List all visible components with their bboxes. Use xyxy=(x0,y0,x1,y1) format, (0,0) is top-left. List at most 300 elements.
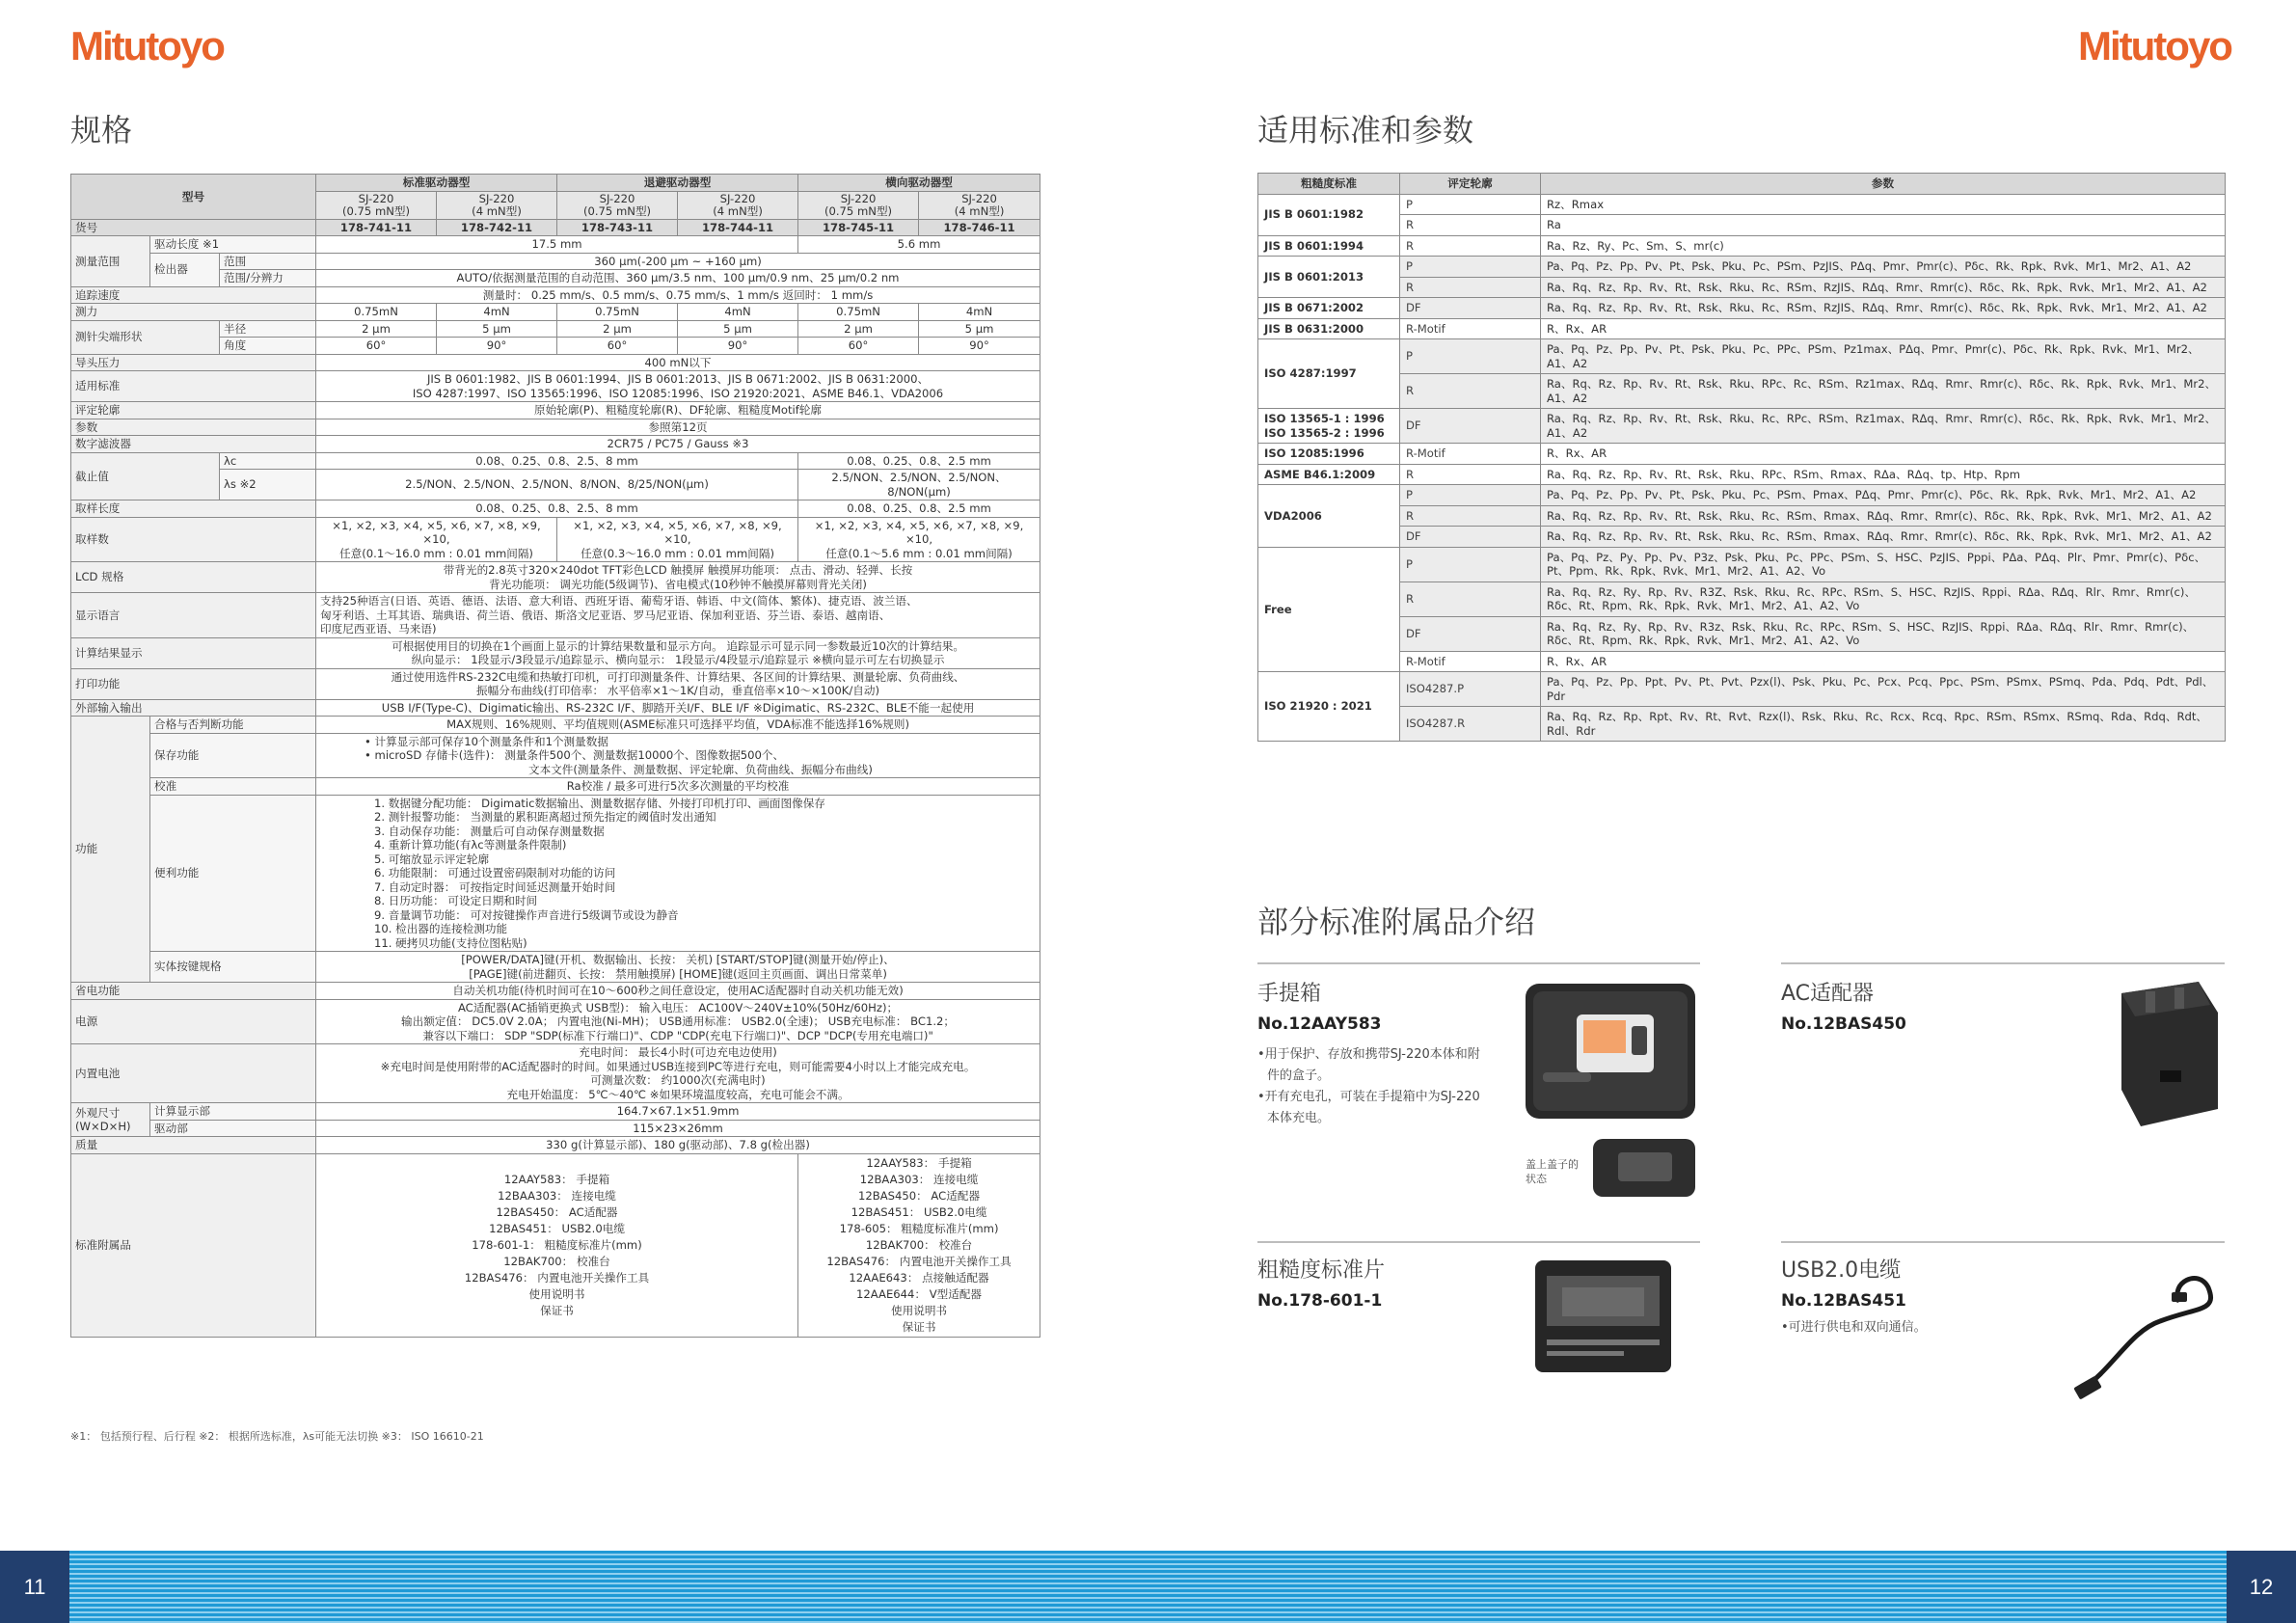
output-row xyxy=(71,699,1040,717)
std-params-cell: Ra、Rq、Rz、Rp、Rv、Rt、Rsk、Rku、Rc、RSm、Rmax、RΔq、Rmr、Rmr(c)、Rδc、Rk、Rpk、Rvk、Mr1、Mr2、A1、A2 xyxy=(1541,505,2226,527)
accessory-name: USB2.0电缆 xyxy=(1781,1258,1902,1283)
accessory-label: 标准附属品 xyxy=(71,1153,316,1337)
angle-cell: 60° xyxy=(557,338,678,355)
model-cell: SJ-220 (4 mN型) xyxy=(437,191,557,219)
speed-row xyxy=(71,286,1040,304)
std-profile-cell: P xyxy=(1400,257,1541,278)
force-cell: 4mN xyxy=(919,304,1040,321)
lcd-row xyxy=(71,562,1040,593)
guide-value: 400 mN以下 xyxy=(316,354,1040,371)
calc-label: 计算结果显示 xyxy=(71,637,316,668)
std-row xyxy=(1258,616,2226,651)
accessory-item: 12BAS450： AC适配器 xyxy=(858,1188,981,1203)
nsample-value xyxy=(798,517,1040,562)
force-label: 测力 xyxy=(71,304,316,321)
footnote: ※1： 包括预行程、后行程 ※2： 根据所选标准，λs可能无法切换 ※3： ISO 16610-21 xyxy=(70,1430,484,1443)
std-params-cell: R、Rx、AR xyxy=(1541,444,2226,465)
std-row xyxy=(1258,527,2226,548)
std-header-row xyxy=(1258,174,2226,195)
nsample-line: ×1, ×2, ×3, ×4, ×5, ×6, ×7, ×8, ×9, ×10, xyxy=(814,518,1024,546)
code-cell: 178-746-11 xyxy=(919,219,1040,236)
lang-line: 印度尼西亚语、马来语) xyxy=(320,622,437,636)
std-name-cell: JIS B 0631:2000 xyxy=(1258,318,1400,339)
std-profile-cell: R xyxy=(1400,215,1541,236)
battery-line: 充电开始温度： 5℃～40℃ ※如果环境温度较高，充电可能会不满。 xyxy=(506,1087,850,1101)
std-row xyxy=(1258,257,2226,278)
std-row xyxy=(1258,374,2226,409)
std-params-cell: Pa、Pq、Pz、Pp、Pv、Pt、Psk、Pku、Pc、PPc、PSm、Pz1max、PΔq、Pmr、Pmr(c)、Pδc、Rk、Rpk、Rvk、Mr1、Mr2、A1、A2 xyxy=(1541,339,2226,374)
std-profile-cell: R xyxy=(1400,505,1541,527)
psu-value xyxy=(316,999,1040,1044)
std-row xyxy=(1258,444,2226,465)
filter-label: 数字滤波器 xyxy=(71,436,316,453)
divider xyxy=(1257,962,1700,964)
std-params-cell: Pa、Pq、Pz、Pp、Pv、Pt、Psk、Pku、Pc、PSm、PzJIS、PΔq、Pmr、Pmr(c)、Pδc、Rk、Rpk、Rvk、Mr1、Mr2、A1、A2 xyxy=(1541,257,2226,278)
conv-list xyxy=(316,795,1040,952)
std-profile-cell: P xyxy=(1400,485,1541,506)
code-cell: 178-744-11 xyxy=(678,219,798,236)
calc-line: 纵向显示： 1段显示/3段显示/追踪显示、横向显示： 1段显示/4段显示/追踪显示 ※横向显示可左右切换显示 xyxy=(411,653,945,666)
accessory-item: 12BAS450： AC适配器 xyxy=(496,1204,618,1219)
lc-value: 0.08、0.25、0.8、2.5 mm xyxy=(798,452,1040,470)
nsample-line: 任意(0.1～16.0 mm : 0.01 mm间隔) xyxy=(339,546,533,560)
std-profile-cell: P xyxy=(1400,194,1541,215)
std-params-cell: Rz、Rmax xyxy=(1541,194,2226,215)
save-line: • 计算显示部可保存10个测量条件和1个测量数据 xyxy=(365,734,608,748)
model-cell: SJ-220 (0.75 mN型) xyxy=(557,191,678,219)
ac-adapter-image xyxy=(2102,974,2228,1133)
judge-value: MAX规则、16%规则、平均值规则(ASME标准只可选择平均值，VDA标准不能选择16%规则) xyxy=(316,717,1040,734)
std-header-cell: 参数 xyxy=(1541,174,2226,195)
accessory-description: •可进行供电和双向通信。 xyxy=(1781,1320,1927,1335)
psu-label: 电源 xyxy=(71,999,316,1044)
standards-value xyxy=(316,371,1040,402)
judge-row xyxy=(71,717,1040,734)
dims-label: 外观尺寸 (W×D×H) xyxy=(71,1103,150,1137)
print-row xyxy=(71,668,1040,699)
drive-label: 驱动长度 ※1 xyxy=(150,236,316,254)
case-caption: 盖上盖子的 状态 xyxy=(1526,1158,1579,1185)
speed-value: 测量时： 0.25 mm/s、0.5 mm/s、0.75 mm/s、1 mm/s 返回时： 1 mm/s xyxy=(316,286,1040,304)
accessory-item: 使用说明书 xyxy=(528,1286,585,1301)
nsample-line: 任意(0.1～5.6 mm : 0.01 mm间隔) xyxy=(825,546,1013,560)
standards-table xyxy=(1257,173,2226,742)
spec-table xyxy=(70,174,1040,1338)
accessory-number: No.12BAS451 xyxy=(1781,1291,1906,1311)
judge-label: 合格与否判断功能 xyxy=(150,717,316,734)
nsample-value xyxy=(557,517,798,562)
calc-value xyxy=(316,637,1040,668)
resolution-label: 范围/分辨力 xyxy=(220,270,316,287)
std-params-cell: Pa、Pq、Pz、Pp、Ppt、Pv、Pt、Pvt、Pzx(l)、Psk、Pku、Pc、Pcx、Pcq、Ppc、PSm、PSmx、PSmq、Pda、Pdq、Pdt、Pdl、Pdr xyxy=(1541,672,2226,707)
keys-label: 实体按键规格 xyxy=(150,952,316,983)
code-row xyxy=(71,219,1040,236)
calc-line: 可根据使用目的切换在1个画面上显示的计算结果数量和显示方向。 追踪显示可显示同一参数最近10次的计算结果。 xyxy=(392,638,964,653)
std-name-cell: ISO 13565-1 : 1996 ISO 13565-2 : 1996 xyxy=(1258,409,1400,444)
accessory-item: 保证书 xyxy=(902,1319,936,1334)
conv-item: 5. 可缩放显示评定轮廓 xyxy=(374,852,490,866)
save-line: • microSD 存储卡(选件)： 测量条件500个、测量数据10000个、图像数据500个、 xyxy=(365,748,785,762)
radius-cell: 5 μm xyxy=(678,320,798,338)
output-label: 外部输入输出 xyxy=(71,699,316,717)
range-row xyxy=(71,253,1040,270)
lang-line: 支持25种语言(日语、英语、德语、法语、意大利语、西班牙语、葡萄牙语、韩语、中文(简体、繁体)、捷克语、波兰语、 xyxy=(320,594,918,608)
nsample-value xyxy=(316,517,557,562)
std-params-cell: Ra、Rq、Rz、Ry、Rp、Rv、R3Z、Rsk、Rku、Rc、RPc、RSm、S、HSC、RzJIS、Rppi、RΔa、RΔq、Rlr、Rmr、Rmr(c)、Rδc、Rt、Rpm、Rk、Rpk、Rvk、Mr1、Mr2、A1、A2、Vo xyxy=(1541,582,2226,616)
print-label: 打印功能 xyxy=(71,668,316,699)
std-params-cell: Ra xyxy=(1541,215,2226,236)
std-params-cell: Ra、Rq、Rz、Rp、Rv、Rt、Rsk、Rku、RPc、RSm、Rmax、RΔa、RΔq、tp、Htp、Rpm xyxy=(1541,464,2226,485)
std-params-cell: Pa、Pq、Pz、Py、Pp、Pv、P3z、Psk、Pku、Pc、PPc、PSm、S、HSC、PzJIS、Pppi、PΔa、PΔq、Plr、Pmr、Pmr(c)、Pδc、Pt、Ppm、Rk、Rpk、Rvk、Mr1、Mr2、A1、A2、Vo xyxy=(1541,547,2226,582)
power-save-value: 自动关机功能(待机时间可在10～600秒之间任意设定，使用AC适配器时自动关机功能无效) xyxy=(316,983,1040,1000)
calc-row xyxy=(71,637,1040,668)
accessory-list xyxy=(316,1153,798,1337)
code-cell: 178-742-11 xyxy=(437,219,557,236)
std-profile-cell: ISO4287.P xyxy=(1400,672,1541,707)
std-row xyxy=(1258,651,2226,672)
range-label: 测量范围 xyxy=(71,236,150,287)
roughness-specimen-image xyxy=(1533,1258,1673,1374)
std-name-cell: ASME B46.1:2009 xyxy=(1258,464,1400,485)
force-cell: 0.75mN xyxy=(316,304,437,321)
spec-title: 规格 xyxy=(70,112,133,149)
std-row xyxy=(1258,547,2226,582)
standards-title: 适用标准和参数 xyxy=(1257,112,1474,149)
detector-label: 检出器 xyxy=(150,253,220,286)
conv-row xyxy=(71,795,1040,952)
save-row xyxy=(71,733,1040,778)
drive-row xyxy=(71,236,1040,254)
std-params-cell: Ra、Rq、Rz、Rp、Rv、Rt、Rsk、Rku、RPc、Rc、RSm、Rz1max、RΔq、Rmr、Rmr(c)、Rδc、Rk、Rpk、Rvk、Mr1、Mr2、A1、A2 xyxy=(1541,374,2226,409)
lcd-line: 背光功能项： 调光功能(5级调节)、省电模式(10秒钟不触摸屏幕则背光关闭) xyxy=(489,577,867,591)
std-profile-cell: ISO4287.R xyxy=(1400,707,1541,742)
accessory-item: 使用说明书 xyxy=(891,1303,948,1317)
accessory-list xyxy=(798,1153,1040,1337)
std-name-cell: JIS B 0601:2013 xyxy=(1258,257,1400,298)
standards-line: JIS B 0601:1982、JIS B 0601:1994、JIS B 0601:2013、JIS B 0671:2002、JIS B 0631:2000、 xyxy=(426,372,930,386)
ls-value: 2.5/NON、2.5/NON、2.5/NON、8/NON、8/25/NON(μm) xyxy=(316,470,798,500)
output-value: USB I/F(Type-C)、Digimatic输出、RS-232C I/F、脚踏开关I/F、BLE I/F ※Digimatic、RS-232C、BLE不能一起使用 xyxy=(316,699,1040,717)
std-row xyxy=(1258,339,2226,374)
battery-line: 充电时间： 最长4小时(可边充电边使用) xyxy=(579,1045,777,1059)
lc-label: λc xyxy=(220,452,316,470)
std-row xyxy=(1258,464,2226,485)
angle-cell: 90° xyxy=(678,338,798,355)
mass-row xyxy=(71,1137,1040,1154)
calib-label: 校准 xyxy=(150,778,316,796)
battery-label: 内置电池 xyxy=(71,1044,316,1103)
print-value xyxy=(316,668,1040,699)
std-profile-cell: R-Motif xyxy=(1400,444,1541,465)
guide-row xyxy=(71,354,1040,371)
std-name-cell: JIS B 0671:2002 xyxy=(1258,298,1400,319)
cutoff-label: 截止值 xyxy=(71,452,220,500)
closed-case-image xyxy=(1591,1133,1697,1201)
conv-item: 8. 日历功能： 可设定日期和时间 xyxy=(374,894,538,907)
conv-item: 1. 数据键分配功能： Digimatic数据输出、测量数据存储、外接打印机打印、画面图像保存 xyxy=(374,796,825,810)
std-profile-cell: DF xyxy=(1400,527,1541,548)
accessory-name: 手提箱 xyxy=(1257,982,1322,1006)
psu-line: AC适配器(AC插销更换式 USB型)： 输入电压： AC100V～240V±10%(50Hz/60Hz)； xyxy=(457,1000,899,1014)
lang-label: 显示语言 xyxy=(71,593,316,638)
accessory-number: No.178-601-1 xyxy=(1257,1291,1383,1311)
standards-label: 适用标准 xyxy=(71,371,316,402)
conv-item: 3. 自动保存功能： 测量后可自动保存测量数据 xyxy=(374,824,605,838)
std-profile-cell: R xyxy=(1400,464,1541,485)
accessory-item: 12AAE644： V型适配器 xyxy=(856,1286,983,1301)
standards-line: ISO 4287:1997、ISO 13565:1996、ISO 12085:1996、ISO 21920:2021、ASME B46.1、VDA2006 xyxy=(412,386,944,400)
std-profile-cell: DF xyxy=(1400,298,1541,319)
battery-row xyxy=(71,1044,1040,1103)
sample-value: 0.08、0.25、0.8、2.5、8 mm xyxy=(316,500,798,518)
lang-line: 匈牙利语、土耳其语、瑞典语、荷兰语、俄语、斯洛文尼亚语、罗马尼亚语、保加利亚语、芬兰语、泰语、越南语、 xyxy=(320,608,891,622)
std-profile-cell: P xyxy=(1400,547,1541,582)
std-profile-cell: DF xyxy=(1400,616,1541,651)
disp-unit-value: 164.7×67.1×51.9mm xyxy=(316,1103,1040,1121)
std-row xyxy=(1258,707,2226,742)
sample-label: 取样长度 xyxy=(71,500,316,518)
angle-cell: 90° xyxy=(919,338,1040,355)
nsample-row xyxy=(71,517,1040,562)
footer-band xyxy=(0,1551,2296,1623)
std-row xyxy=(1258,298,2226,319)
code-cell: 178-745-11 xyxy=(798,219,919,236)
accessory-item: 12BAS451： USB2.0电缆 xyxy=(489,1221,625,1235)
lcd-line: 带背光的2.8英寸320×240dot TFT彩色LCD 触摸屏 触摸屏功能项： 点击、滑动、轻弹、长按 xyxy=(443,563,913,577)
std-params-cell: Pa、Pq、Pz、Pp、Pv、Pt、Psk、Pku、Pc、PSm、Pmax、PΔq、Pmr、Pmr(c)、Pδc、Rk、Rpk、Rvk、Mr1、Mr2、A1、A2 xyxy=(1541,485,2226,506)
lc-value: 0.08、0.25、0.8、2.5、8 mm xyxy=(316,452,798,470)
radius-row xyxy=(71,320,1040,338)
accessory-item: 12AAY583： 手提箱 xyxy=(866,1155,972,1170)
force-cell: 0.75mN xyxy=(798,304,919,321)
drive-unit-label: 驱动部 xyxy=(150,1120,316,1137)
desc-line: 件的盒子。 xyxy=(1267,1068,1331,1083)
nsample-line: ×1, ×2, ×3, ×4, ×5, ×6, ×7, ×8, ×9, ×10, xyxy=(332,518,541,546)
model-cell: SJ-220 (4 mN型) xyxy=(678,191,798,219)
mass-label: 质量 xyxy=(71,1137,316,1154)
resolution-value: AUTO/依据测量范围的自动范围、360 μm/3.5 nm、100 μm/0.9 nm、25 μm/0.2 nm xyxy=(316,270,1040,287)
force-cell: 4mN xyxy=(437,304,557,321)
lang-value xyxy=(316,593,1040,638)
carrying-case-image xyxy=(1524,976,1697,1130)
radius-label: 半径 xyxy=(220,320,316,338)
mass-value: 330 g(计算显示部)、180 g(驱动部)、7.8 g(检出器) xyxy=(316,1137,1040,1154)
divider xyxy=(1257,1241,1700,1243)
nsample-line: 任意(0.3～16.0 mm : 0.01 mm间隔) xyxy=(581,546,774,560)
code-cell: 178-743-11 xyxy=(557,219,678,236)
desc-line: •用于保护、存放和携带SJ-220本体和附 xyxy=(1257,1047,1480,1062)
keys-row xyxy=(71,952,1040,983)
conv-item: 9. 音量调节功能： 可对按键操作声音进行5级调节或设为静音 xyxy=(374,907,679,922)
param-value: 参照第12页 xyxy=(316,419,1040,436)
std-params-cell: Ra、Rq、Rz、Rp、Rv、Rt、Rsk、Rku、Rc、RSm、RzJIS、RΔq、Rmr、Rmr(c)、Rδc、Rk、Rpk、Rvk、Mr1、Mr2、A1、A2 xyxy=(1541,298,2226,319)
desc-line: •开有充电孔，可装在手提箱中为SJ-220 xyxy=(1257,1090,1480,1104)
std-row xyxy=(1258,235,2226,257)
dims-drive-row xyxy=(71,1120,1040,1137)
ls-label: λs ※2 xyxy=(220,470,316,500)
psu-row xyxy=(71,999,1040,1044)
std-name-cell: JIS B 0601:1994 xyxy=(1258,235,1400,257)
accessory-number: No.12AAY583 xyxy=(1257,1014,1382,1034)
guide-label: 导头压力 xyxy=(71,354,316,371)
accessory-item: 保证书 xyxy=(540,1303,574,1317)
std-profile-cell: R xyxy=(1400,374,1541,409)
accessory-name: 粗糙度标准片 xyxy=(1257,1258,1386,1283)
power-save-label: 省电功能 xyxy=(71,983,316,1000)
std-row xyxy=(1258,505,2226,527)
std-profile-cell: P xyxy=(1400,339,1541,374)
profile-value: 原始轮廓(P)、粗糙度轮廓(R)、DF轮廓、粗糙度Motif轮廓 xyxy=(316,402,1040,419)
std-params-cell: Ra、Rq、Rz、Rp、Rv、Rt、Rsk、Rku、Rc、RSm、RzJIS、RΔq、Rmr、Rmr(c)、Rδc、Rk、Rpk、Rvk、Mr1、Mr2、A1、A2 xyxy=(1541,277,2226,298)
cutoff-lc-row xyxy=(71,452,1040,470)
spec-header-row xyxy=(71,175,1040,192)
psu-line: 兼容以下端口： SDP "SDP(标准下行端口)"、CDP "CDP(充电下行端口)"、DCP "DCP(专用充电端口)" xyxy=(422,1028,933,1042)
angle-cell: 60° xyxy=(316,338,437,355)
desc-line: 本体充电。 xyxy=(1267,1111,1331,1125)
std-name-cell: ISO 21920 : 2021 xyxy=(1258,672,1400,742)
battery-line: ※充电时间是使用附带的AC适配器时的时间。如果通过USB连接到PC等进行充电，则可能需要4小时以上才能完成充电。 xyxy=(380,1059,976,1073)
std-name-cell: Free xyxy=(1258,547,1400,672)
param-label: 参数 xyxy=(71,419,316,436)
accessory-item: 12BAK700： 校准台 xyxy=(865,1237,973,1252)
param-row xyxy=(71,419,1040,436)
page-number-right: 12 xyxy=(2227,1551,2296,1623)
std-row xyxy=(1258,318,2226,339)
drive-unit-value: 115×23×26mm xyxy=(316,1120,1040,1137)
angle-cell: 90° xyxy=(437,338,557,355)
divider xyxy=(1781,1241,2225,1243)
drive-value: 5.6 mm xyxy=(798,236,1040,254)
std-row xyxy=(1258,485,2226,506)
std-row xyxy=(1258,672,2226,707)
std-row xyxy=(1258,582,2226,616)
save-line: 文本文件(测量条件、测量数据、评定轮廓、负荷曲线、振幅分布曲线) xyxy=(528,762,873,776)
function-label: 功能 xyxy=(71,717,150,983)
accessory-item: 12BAS476： 内置电池开关操作工具 xyxy=(826,1254,1012,1268)
standards-row xyxy=(71,371,1040,402)
nsample-line: ×1, ×2, ×3, ×4, ×5, ×6, ×7, ×8, ×9, ×10, xyxy=(573,518,782,546)
conv-label: 便利功能 xyxy=(150,795,316,952)
force-row xyxy=(71,304,1040,321)
group-retract: 退避驱动器型 xyxy=(557,175,798,192)
conv-item: 11. 硬拷贝功能(支持位图粘贴) xyxy=(374,935,527,950)
range-value: 360 μm(-200 μm ~ +160 μm) xyxy=(316,253,1040,270)
accessory-item: 12BAA303： 连接电缆 xyxy=(859,1172,979,1186)
radius-cell: 2 μm xyxy=(557,320,678,338)
tip-label: 测针尖端形状 xyxy=(71,320,220,354)
keys-line: [PAGE]键(前进翻页、长按： 禁用触摸屏) [HOME]键(返回主页画面、调出日常菜单) xyxy=(469,966,887,981)
std-row xyxy=(1258,194,2226,215)
force-cell: 0.75mN xyxy=(557,304,678,321)
profile-row xyxy=(71,402,1040,419)
model-cell: SJ-220 (4 mN型) xyxy=(919,191,1040,219)
std-profile-cell: R xyxy=(1400,235,1541,257)
lang-row xyxy=(71,593,1040,638)
lcd-label: LCD 规格 xyxy=(71,562,316,593)
std-params-cell: R、Rx、AR xyxy=(1541,318,2226,339)
accessory-item: 12BAS451： USB2.0电缆 xyxy=(851,1204,987,1219)
std-name-cell: VDA2006 xyxy=(1258,485,1400,548)
model-cell: SJ-220 (0.75 mN型) xyxy=(316,191,437,219)
accessory-item: 12BAA303： 连接电缆 xyxy=(498,1188,616,1203)
std-params-cell: Ra、Rq、Rz、Rp、Rpt、Rv、Rt、Rvt、Rzx(l)、Rsk、Rku、Rc、Rcx、Rcq、Rpc、RSm、RSmx、RSmq、Rda、Rdq、Rdt、Rdl、Rdr xyxy=(1541,707,2226,742)
conv-item: 7. 自动定时器： 可按指定时间延迟测量开始时间 xyxy=(374,879,616,894)
accessory-row xyxy=(71,1153,1040,1337)
std-profile-cell: R-Motif xyxy=(1400,651,1541,672)
battery-line: 可测量次数： 约1000次(充满电时) xyxy=(590,1073,766,1087)
accessory-number: No.12BAS450 xyxy=(1781,1014,1906,1034)
group-transverse: 横向驱动器型 xyxy=(798,175,1040,192)
conv-item: 2. 测针报警功能： 当测量的累积距离超过预先指定的阈值时发出通知 xyxy=(374,810,716,824)
std-profile-cell: R-Motif xyxy=(1400,318,1541,339)
speed-label: 追踪速度 xyxy=(71,286,316,304)
std-params-cell: R、Rx、AR xyxy=(1541,651,2226,672)
psu-line: 输出额定值： DC5.0V 2.0A； 内置电池(Ni-MH)； USB通用标准： USB2.0(全速)； USB充电标准： BC1.2； xyxy=(401,1014,956,1028)
nsample-label: 取样数 xyxy=(71,517,316,562)
model-label: 型号 xyxy=(71,175,316,220)
std-name-cell: JIS B 0601:1982 xyxy=(1258,194,1400,235)
filter-row xyxy=(71,436,1040,453)
accessory-item: 12AAY583： 手提箱 xyxy=(503,1172,610,1186)
group-standard: 标准驱动器型 xyxy=(316,175,557,192)
std-params-cell: Ra、Rq、Rz、Rp、Rv、Rt、Rsk、Rku、Rc、RPc、RSm、Rz1max、RΔq、Rmr、Rmr(c)、Rδc、Rk、Rpk、Rvk、Mr1、Mr2、A1、A2 xyxy=(1541,409,2226,444)
lcd-value xyxy=(316,562,1040,593)
code-cell: 178-741-11 xyxy=(316,219,437,236)
radius-cell: 2 μm xyxy=(798,320,919,338)
std-row xyxy=(1258,409,2226,444)
save-value xyxy=(316,733,1040,778)
force-cell: 4mN xyxy=(678,304,798,321)
filter-value: 2CR75 / PC75 / Gauss ※3 xyxy=(316,436,1040,453)
angle-cell: 60° xyxy=(798,338,919,355)
std-name-cell: ISO 12085:1996 xyxy=(1258,444,1400,465)
conv-item: 4. 重新计算功能(有λc等测量条件限制) xyxy=(374,838,567,852)
accessory-item: 178-601-1： 粗糙度标准片(mm) xyxy=(472,1237,642,1252)
radius-cell: 5 μm xyxy=(919,320,1040,338)
accessories-title: 部分标准附属品介绍 xyxy=(1257,904,1536,940)
std-name-cell: ISO 4287:1997 xyxy=(1258,339,1400,409)
keys-value xyxy=(316,952,1040,983)
save-label: 保存功能 xyxy=(150,733,316,778)
divider xyxy=(1781,962,2225,964)
sample-value: 0.08、0.25、0.8、2.5 mm xyxy=(798,500,1040,518)
brand-logo-right: Mitutoyo xyxy=(2078,23,2231,68)
profile-label: 评定轮廓 xyxy=(71,402,316,419)
print-line: 振幅分布曲线(打印倍率： 水平倍率×1～1K/自动，垂直倍率×10～×100K/自动) xyxy=(476,684,879,697)
calib-value: Ra校准 / 最多可进行5次多次测量的平均校准 xyxy=(316,778,1040,796)
accessory-item: 12BAS476： 内置电池开关操作工具 xyxy=(464,1270,650,1285)
accessory-item: 178-605： 粗糙度标准片(mm) xyxy=(839,1221,999,1235)
sample-row xyxy=(71,500,1040,518)
std-profile-cell: R xyxy=(1400,582,1541,616)
drive-value: 17.5 mm xyxy=(316,236,798,254)
radius-cell: 5 μm xyxy=(437,320,557,338)
angle-label: 角度 xyxy=(220,338,316,355)
accessory-item: 12BAK700： 校准台 xyxy=(503,1254,610,1268)
conv-item: 6. 功能限制： 可通过设置密码限制对功能的访问 xyxy=(374,866,616,879)
model-cell: SJ-220 (0.75 mN型) xyxy=(798,191,919,219)
battery-value xyxy=(316,1044,1040,1103)
code-label: 货号 xyxy=(71,219,316,236)
power-save-row xyxy=(71,983,1040,1000)
std-row xyxy=(1258,215,2226,236)
dims-display-row xyxy=(71,1103,1040,1121)
print-line: 通过使用选件RS-232C电缆和热敏打印机，可打印测量条件、计算结果、各区间的计算结果、测量轮廓、负荷曲线、 xyxy=(391,669,965,684)
std-row xyxy=(1258,277,2226,298)
std-profile-cell: DF xyxy=(1400,409,1541,444)
page-number-left: 11 xyxy=(0,1551,69,1623)
brand-logo: Mitutoyo xyxy=(70,23,224,68)
